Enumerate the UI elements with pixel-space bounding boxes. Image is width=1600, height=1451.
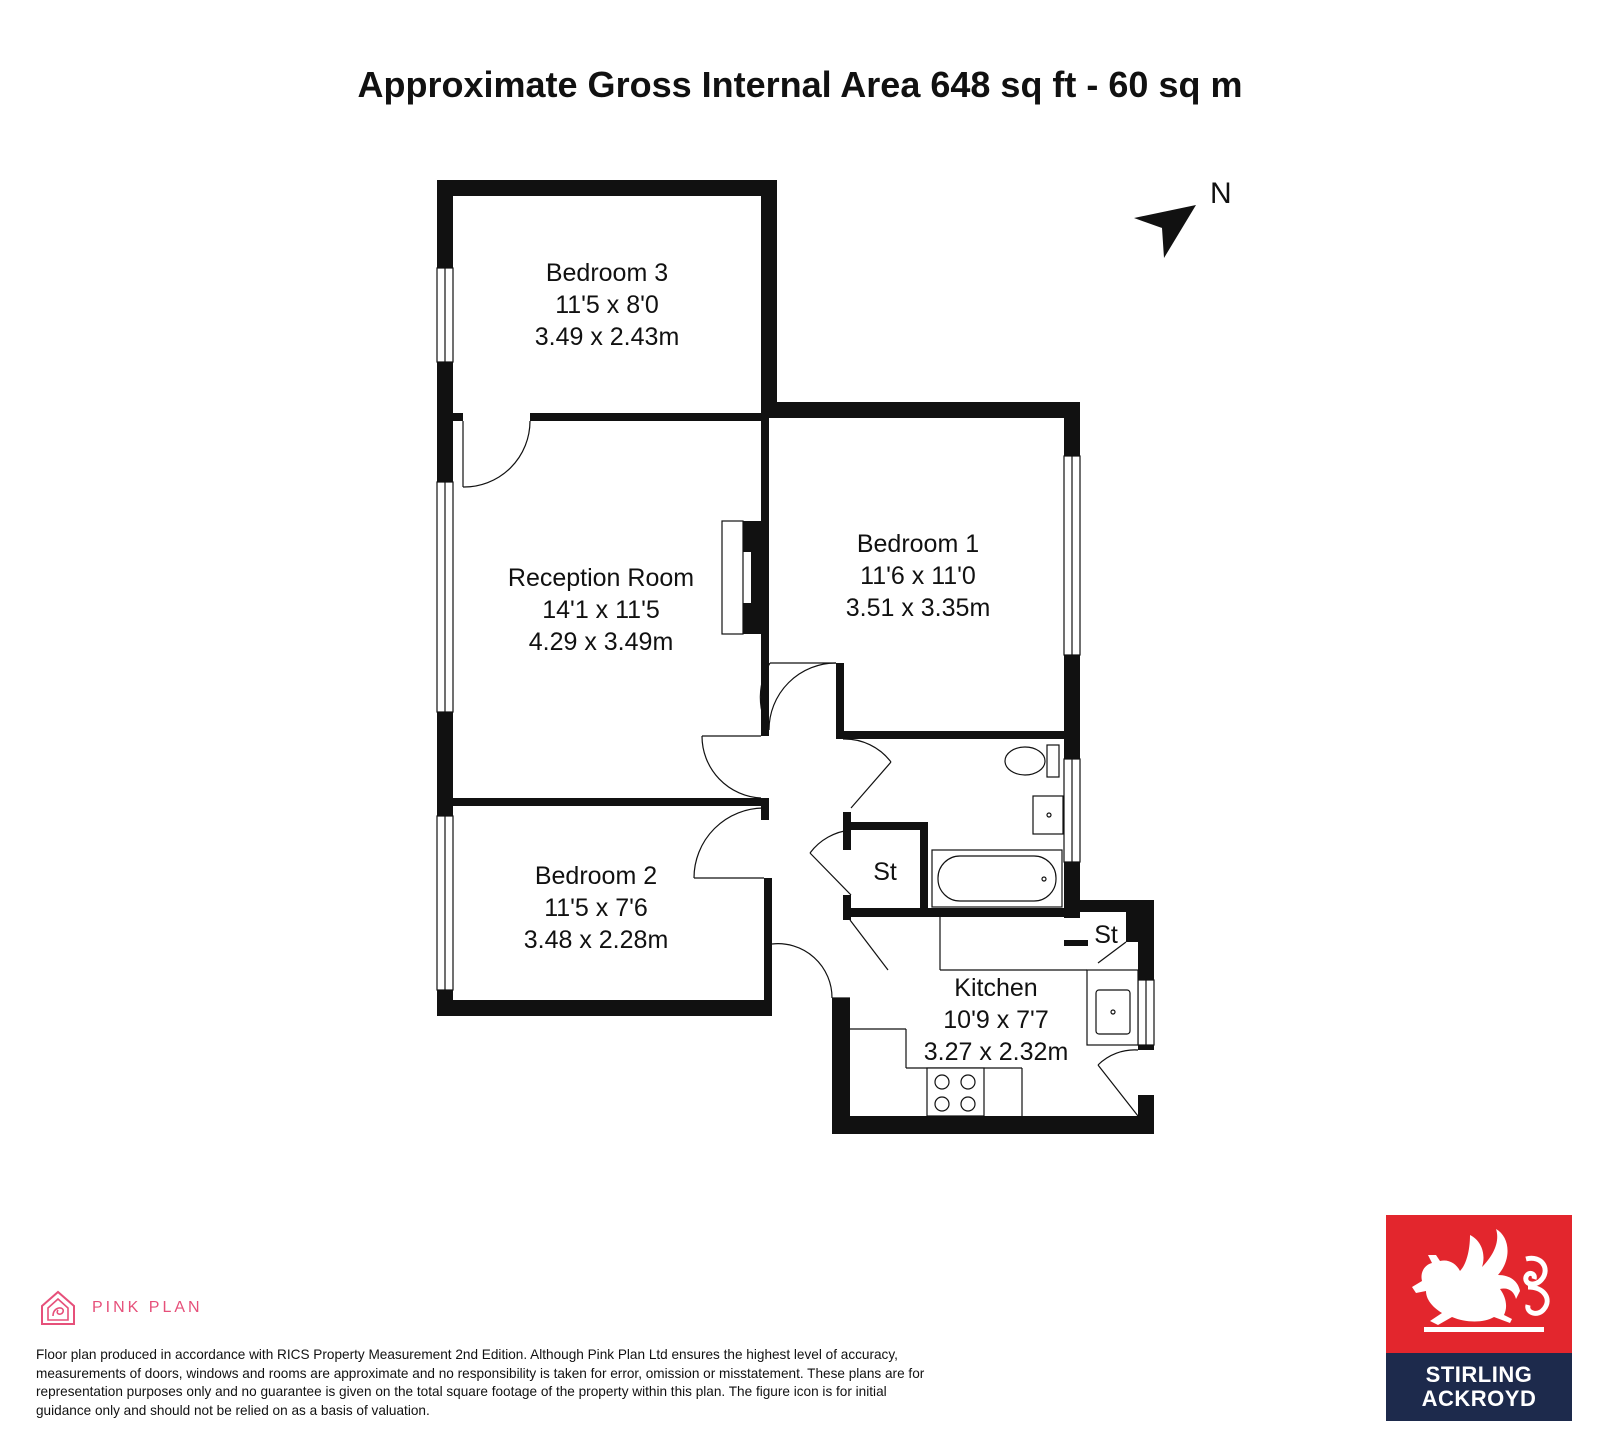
wall bbox=[453, 798, 769, 806]
room-label-reception bbox=[508, 564, 694, 656]
wall bbox=[1064, 940, 1088, 946]
wall bbox=[437, 362, 453, 482]
room-label-store1: St bbox=[873, 858, 897, 886]
wall bbox=[761, 798, 769, 820]
wall bbox=[769, 402, 1080, 418]
logo-emblem bbox=[1386, 1215, 1572, 1353]
room-name: Bedroom 2 bbox=[534, 862, 658, 890]
wall bbox=[764, 878, 772, 1000]
room-label-bedroom2 bbox=[524, 862, 669, 954]
wall bbox=[1064, 402, 1080, 456]
logo-line-2: ACKROYD bbox=[1421, 1386, 1537, 1411]
room-dim-imperial: 11'5 x 7'6 bbox=[544, 894, 648, 922]
logo-wordmark bbox=[1386, 1353, 1572, 1421]
griffin-icon bbox=[1386, 1215, 1572, 1353]
wall bbox=[832, 1116, 1154, 1134]
wall bbox=[1138, 900, 1154, 980]
wall bbox=[1126, 912, 1138, 942]
wall bbox=[1064, 655, 1080, 759]
wall bbox=[437, 180, 777, 196]
wall bbox=[836, 663, 844, 739]
room-label-bedroom3 bbox=[535, 259, 680, 351]
wall bbox=[1138, 1045, 1154, 1050]
wall bbox=[437, 712, 453, 816]
wall bbox=[832, 998, 850, 1134]
room-dim-metric: 4.29 x 3.49m bbox=[528, 628, 674, 656]
room-dim-imperial: 11'6 x 11'0 bbox=[860, 562, 976, 590]
bathroom-fixtures bbox=[932, 745, 1063, 907]
disclaimer: Floor plan produced in accordance with RICS Property Measurement 2nd Edition. Although Pink Plan Ltd ensures the highest level of accuracy, measurements of doors, windows and rooms are approximate and no responsibility is taken for error, omission or misstatement. These plans are for representation purposes only and no guarantee is given on the total square footage of the property within this plan. The figure icon is for initial guidance only and should not be relied on as a basis of valuation. bbox=[36, 1347, 925, 1418]
room-dim-metric: 3.49 x 2.43m bbox=[534, 323, 680, 351]
page-title: Approximate Gross Internal Area 648 sq ft - 60 sq m bbox=[357, 64, 1243, 105]
wall bbox=[851, 908, 1080, 917]
compass-label: N bbox=[1210, 177, 1232, 210]
pink-plan-brand bbox=[38, 1288, 203, 1328]
room-label-store2: St bbox=[1094, 921, 1118, 949]
wall bbox=[836, 731, 1064, 739]
toilet-cistern bbox=[1047, 745, 1059, 777]
wall bbox=[761, 180, 777, 413]
room-dim-imperial: 10'9 x 7'7 bbox=[943, 1006, 1049, 1034]
wall bbox=[920, 822, 928, 908]
stirling-ackroyd-logo bbox=[1386, 1215, 1572, 1421]
wall bbox=[530, 413, 769, 421]
room-label-bedroom1 bbox=[846, 530, 991, 622]
toilet-bowl bbox=[1005, 747, 1045, 775]
room-name: Bedroom 3 bbox=[545, 259, 669, 287]
room-dim-metric: 3.51 x 3.35m bbox=[845, 594, 991, 622]
room-dim-imperial: 14'1 x 11'5 bbox=[542, 596, 660, 624]
hob bbox=[927, 1068, 984, 1116]
room-dim-imperial: 11'5 x 8'0 bbox=[555, 291, 659, 319]
wall bbox=[437, 990, 453, 1016]
wall bbox=[843, 822, 928, 830]
wall bbox=[437, 1000, 772, 1016]
logo-line-1: STIRLING bbox=[1425, 1362, 1533, 1387]
north-compass-icon bbox=[1134, 177, 1232, 258]
wall bbox=[453, 413, 463, 421]
room-name: Bedroom 1 bbox=[856, 530, 980, 558]
room-name: Kitchen bbox=[954, 974, 1038, 1002]
wall bbox=[843, 905, 851, 920]
pink-plan-logo-icon bbox=[38, 1288, 78, 1328]
wall bbox=[1138, 1095, 1154, 1134]
room-label-kitchen bbox=[924, 974, 1069, 1066]
wall bbox=[761, 413, 769, 736]
brand-name: PINK PLAN bbox=[92, 1299, 203, 1316]
room-dim-metric: 3.27 x 2.32m bbox=[923, 1038, 1069, 1066]
fireplace bbox=[722, 521, 761, 634]
room-name: Reception Room bbox=[507, 564, 695, 592]
wall bbox=[437, 180, 453, 268]
room-dim-metric: 3.48 x 2.28m bbox=[523, 926, 669, 954]
